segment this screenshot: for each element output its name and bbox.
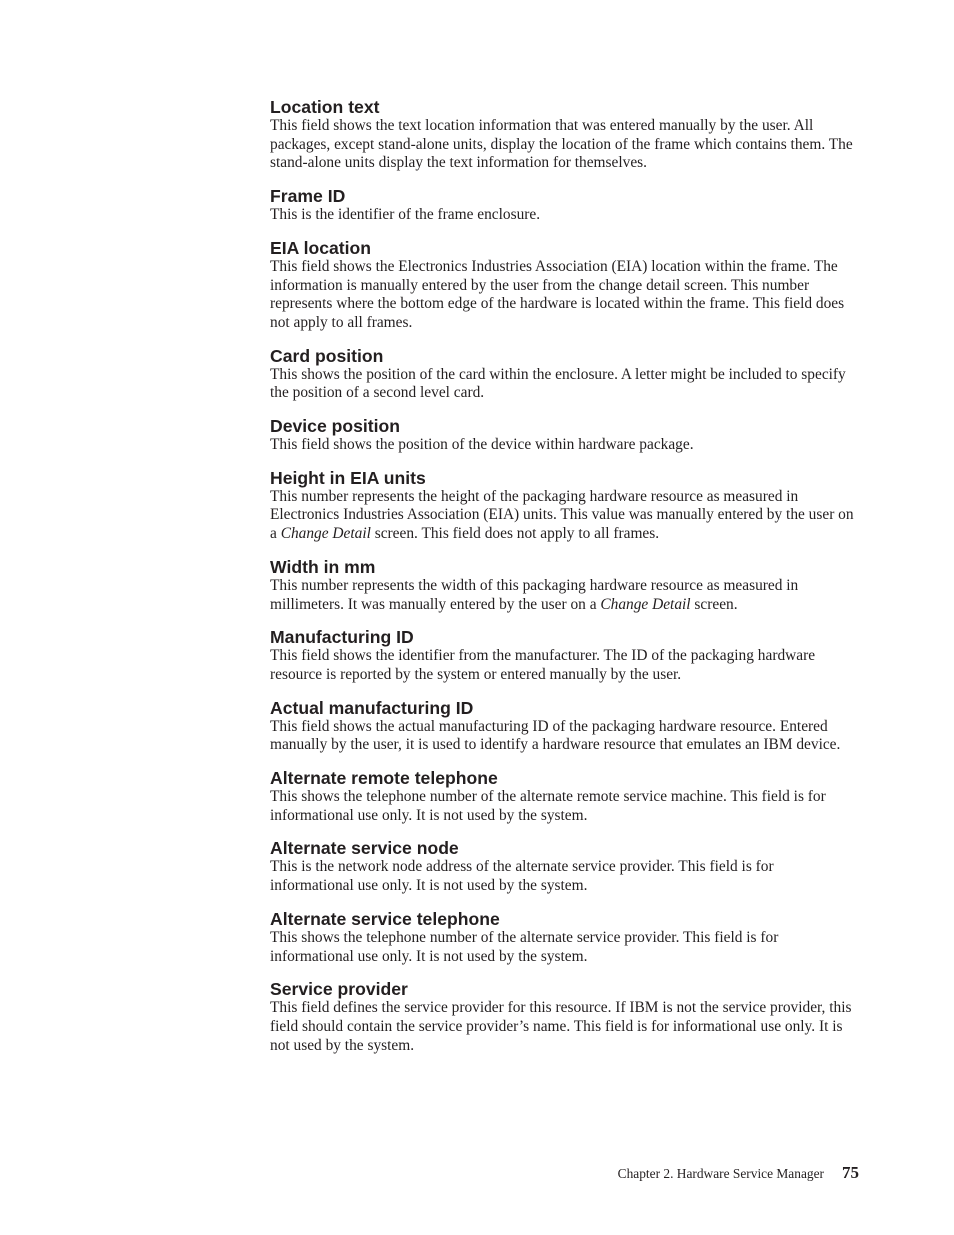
field-heading: Alternate service telephone xyxy=(270,908,500,929)
field-description xyxy=(270,436,860,455)
description-text: This shows the position of the card within the enclosure. A letter might be included to specify the position of a second level card. xyxy=(270,365,846,402)
field-heading: Alternate remote telephone xyxy=(270,768,498,789)
field-heading: Frame ID xyxy=(270,186,346,207)
document-body xyxy=(270,97,860,1068)
description-text: screen. xyxy=(690,595,738,613)
field-description xyxy=(270,577,860,614)
description-text: This is the network node address of the alternate service provider. This field is for informational use only. It is not used by the system. xyxy=(270,858,774,895)
field-heading: EIA location xyxy=(270,237,372,258)
field-description xyxy=(270,366,860,403)
field-heading: Location text xyxy=(270,97,380,117)
description-text: This number represents the height of the packaging hardware resource as measured in Electronics Industries Association (EIA) units. This value was manually entered by the user on a xyxy=(270,487,854,543)
field-entry xyxy=(270,909,860,966)
field-heading: Height in EIA units xyxy=(270,467,426,488)
field-heading: Manufacturing ID xyxy=(270,627,414,648)
field-entry xyxy=(270,186,860,225)
field-heading: Width in mm xyxy=(270,556,376,577)
page-footer xyxy=(618,1163,859,1183)
field-description xyxy=(270,718,860,755)
field-heading: Device position xyxy=(270,416,401,437)
page-number: 75 xyxy=(842,1163,859,1182)
description-text: This is the identifier of the frame enclosure. xyxy=(270,206,541,224)
field-heading: Service provider xyxy=(270,979,408,1000)
field-description xyxy=(270,258,860,333)
field-description xyxy=(270,999,860,1055)
field-description xyxy=(270,488,860,544)
field-heading: Actual manufacturing ID xyxy=(270,697,474,718)
description-text: This field shows the actual manufacturing ID of the packaging hardware resource. Entered manually by the user, it is used to identify a hardware resource that emulates an IBM device. xyxy=(270,717,841,754)
description-text: This shows the telephone number of the alternate remote service machine. This field is for informational use only. It is not used by the system. xyxy=(270,788,826,824)
field-entry xyxy=(270,557,860,614)
description-text: This field shows the text location information that was entered manually by the user. All packages, except stand-alone units, display the location of the frame which contains them. The stand-alone units display the text information for themselves. xyxy=(270,117,853,172)
description-text: This field shows the Electronics Industries Association (EIA) location within the frame. The information is manually entered by the user from the change detail screen. This number represents where the bottom edge of the hardware is located within the frame. This field does not apply to all frames. xyxy=(270,257,845,331)
field-entry xyxy=(270,416,860,455)
field-description xyxy=(270,206,860,225)
field-description xyxy=(270,788,860,825)
field-entry xyxy=(270,97,860,173)
field-entry xyxy=(270,238,860,333)
field-entry xyxy=(270,627,860,684)
emphasized-text: Change Detail xyxy=(600,595,691,613)
field-entry xyxy=(270,979,860,1055)
chapter-title: Chapter 2. Hardware Service Manager xyxy=(617,1166,824,1181)
emphasized-text: Change Detail xyxy=(280,525,371,543)
field-description xyxy=(270,647,860,684)
field-description xyxy=(270,929,860,966)
field-heading: Card position xyxy=(270,345,384,366)
field-description xyxy=(270,858,860,895)
field-entry xyxy=(270,468,860,544)
description-text: This shows the telephone number of the alternate service provider. This field is for informational use only. It is not used by the system. xyxy=(270,928,779,965)
field-entry xyxy=(270,346,860,403)
description-text: This field defines the service provider for this resource. If IBM is not the service provider, this field should contain the service provider’s name. This field is for informational use only. It is not used by the system. xyxy=(270,999,852,1054)
description-text: screen. This field does not apply to all frames. xyxy=(370,525,660,543)
field-entry xyxy=(270,838,860,895)
description-text: This field shows the position of the device within hardware package. xyxy=(270,436,694,454)
description-text: This field shows the identifier from the manufacturer. The ID of the packaging hardware resource is reported by the system or entered manually by the user. xyxy=(270,647,816,683)
description-text: This number represents the width of this packaging hardware resource as measured in millimeters. It was manually entered by the user on a xyxy=(270,576,799,613)
field-entry xyxy=(270,698,860,755)
field-description xyxy=(270,117,860,173)
field-entry xyxy=(270,768,860,825)
field-heading: Alternate service node xyxy=(270,838,459,859)
